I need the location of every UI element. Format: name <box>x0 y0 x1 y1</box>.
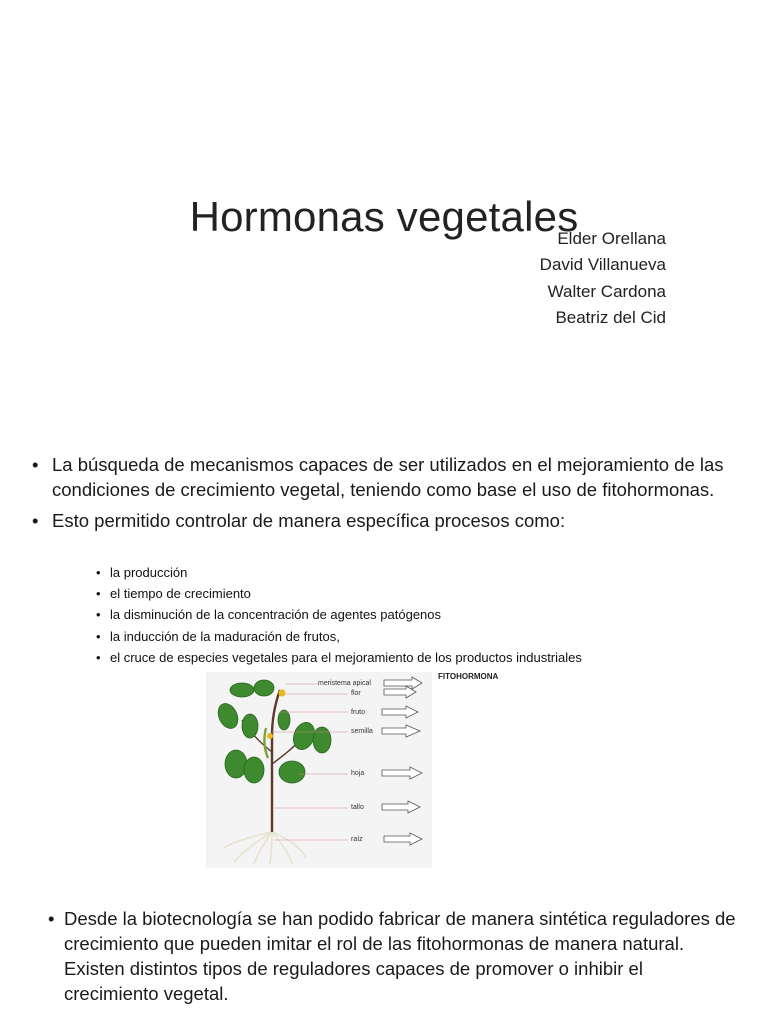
bullet-item: • Esto permitido controlar de manera específica procesos como: <box>30 508 730 533</box>
figure-label: flor <box>351 690 361 697</box>
bullet-list <box>30 452 730 539</box>
content-slide-2 <box>0 430 768 870</box>
figure-label: meristema apical <box>318 680 371 687</box>
figure-label: hoja <box>351 770 365 777</box>
sub-bullet-item: • el tiempo de crecimiento <box>96 583 736 604</box>
page-title: Hormonas vegetales <box>189 193 579 241</box>
bullet-item: • Desde la biotecnología se han podido fabricar de manera sintética reguladores de crecimiento que pueden imitar el rol de las fitohormonas de manera natural. Existen distintos tipos de reguladores capaces de promover o inhibir el crecimiento vegetal. <box>48 906 738 1006</box>
sub-bullet-item: • la disminución de la concentración de agentes patógenos <box>96 604 736 625</box>
figure-label: semilla <box>351 728 373 735</box>
flower-drawing <box>278 689 285 696</box>
figure-title: FITOHORMONA <box>438 672 499 681</box>
plant-diagram <box>206 672 536 868</box>
sub-bullet-list <box>96 562 736 668</box>
author-name: David Villanueva <box>539 255 666 275</box>
bullet-item: • La búsqueda de mecanismos capaces de ser utilizados en el mejoramiento de las condiciones de crecimiento vegetal, teniendo como base el uso de fitohormonas. <box>30 452 730 502</box>
figure-label: fruto <box>351 709 366 716</box>
figure-label: raíz <box>351 836 363 843</box>
author-name: Beatriz del Cid <box>555 307 666 327</box>
content-slide-3 <box>0 880 768 1024</box>
author-name: Elder Orellana <box>557 229 666 248</box>
title-slide <box>0 0 768 420</box>
sub-bullet-item: • la inducción de la maduración de frutos, <box>96 626 736 647</box>
bullet-list <box>48 906 738 1006</box>
author-name: Walter Cardona <box>547 281 666 301</box>
figure-label: tallo <box>351 804 364 811</box>
plant-illustration <box>206 672 536 868</box>
author-list <box>540 226 666 331</box>
sub-bullet-item: • el cruce de especies vegetales para el mejoramiento de los productos industriales <box>96 647 736 668</box>
fruit-drawing <box>267 733 273 739</box>
sub-bullet-item: • la producción <box>96 562 736 583</box>
